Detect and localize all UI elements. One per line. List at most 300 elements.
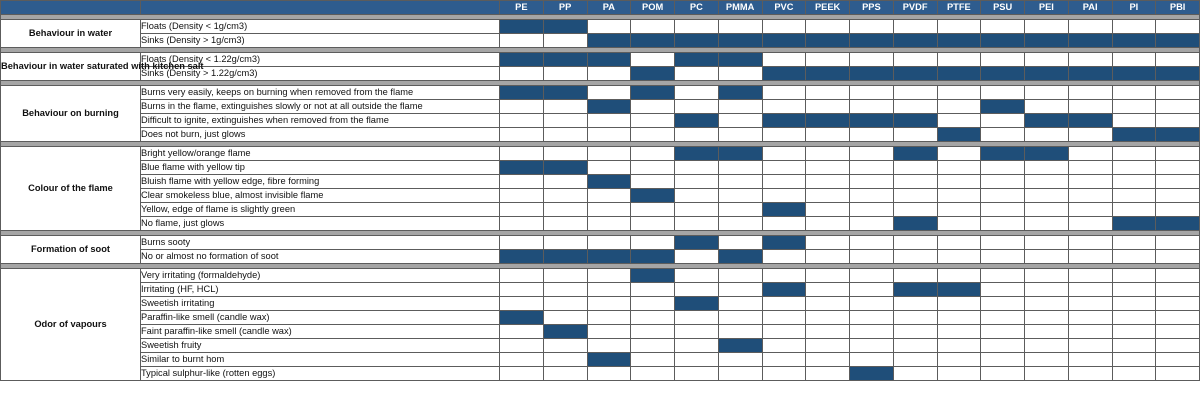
- cell-empty: [850, 203, 894, 217]
- cell-empty: [937, 367, 981, 381]
- cell-empty: [675, 100, 719, 114]
- cell-empty: [718, 311, 762, 325]
- cell-empty: [1068, 217, 1112, 231]
- cell-empty: [1068, 353, 1112, 367]
- cell-empty: [762, 297, 806, 311]
- cell-empty: [543, 269, 587, 283]
- cell-empty: [631, 353, 675, 367]
- cell-filled: [675, 236, 719, 250]
- cell-filled: [718, 53, 762, 67]
- category-label: Behaviour in water: [1, 20, 141, 48]
- table-row: [1, 114, 1200, 128]
- cell-empty: [981, 297, 1025, 311]
- cell-empty: [500, 339, 544, 353]
- cell-empty: [850, 100, 894, 114]
- cell-empty: [1068, 189, 1112, 203]
- cell-empty: [893, 128, 937, 142]
- cell-empty: [893, 339, 937, 353]
- cell-empty: [1068, 20, 1112, 34]
- cell-empty: [1068, 236, 1112, 250]
- cell-empty: [1025, 283, 1069, 297]
- cell-empty: [1025, 189, 1069, 203]
- cell-filled: [937, 283, 981, 297]
- cell-filled: [762, 236, 806, 250]
- cell-empty: [543, 114, 587, 128]
- polymer-header: PVDF: [893, 1, 937, 15]
- cell-empty: [500, 67, 544, 81]
- cell-empty: [675, 367, 719, 381]
- cell-empty: [1112, 283, 1156, 297]
- cell-filled: [675, 297, 719, 311]
- cell-empty: [806, 311, 850, 325]
- table-row: [1, 311, 1200, 325]
- cell-empty: [981, 217, 1025, 231]
- cell-empty: [893, 297, 937, 311]
- cell-empty: [850, 297, 894, 311]
- cell-empty: [1025, 53, 1069, 67]
- cell-empty: [762, 311, 806, 325]
- cell-empty: [1112, 353, 1156, 367]
- cell-empty: [850, 128, 894, 142]
- cell-empty: [631, 217, 675, 231]
- cell-empty: [718, 353, 762, 367]
- table-row: [1, 297, 1200, 311]
- cell-empty: [587, 367, 631, 381]
- cell-empty: [1025, 128, 1069, 142]
- category-label: Colour of the flame: [1, 147, 141, 231]
- table-row: [1, 128, 1200, 142]
- cell-filled: [500, 311, 544, 325]
- table-row: [1, 86, 1200, 100]
- cell-empty: [543, 297, 587, 311]
- cell-empty: [893, 189, 937, 203]
- cell-filled: [543, 325, 587, 339]
- table-row: [1, 325, 1200, 339]
- cell-empty: [1156, 339, 1200, 353]
- polymer-header: PEEK: [806, 1, 850, 15]
- cell-filled: [543, 250, 587, 264]
- cell-filled: [850, 114, 894, 128]
- cell-empty: [981, 311, 1025, 325]
- cell-empty: [981, 236, 1025, 250]
- cell-filled: [500, 161, 544, 175]
- cell-empty: [850, 339, 894, 353]
- cell-empty: [500, 203, 544, 217]
- cell-empty: [631, 147, 675, 161]
- cell-empty: [937, 297, 981, 311]
- cell-empty: [631, 297, 675, 311]
- polymer-header: PP: [543, 1, 587, 15]
- cell-empty: [631, 128, 675, 142]
- cell-empty: [587, 86, 631, 100]
- cell-filled: [1156, 217, 1200, 231]
- cell-empty: [762, 53, 806, 67]
- cell-filled: [631, 86, 675, 100]
- cell-empty: [981, 353, 1025, 367]
- cell-empty: [1068, 147, 1112, 161]
- cell-empty: [1068, 53, 1112, 67]
- cell-filled: [631, 250, 675, 264]
- cell-empty: [1025, 100, 1069, 114]
- polymer-header: PEI: [1025, 1, 1069, 15]
- cell-filled: [937, 128, 981, 142]
- cell-empty: [806, 189, 850, 203]
- cell-empty: [587, 114, 631, 128]
- cell-empty: [937, 203, 981, 217]
- cell-empty: [718, 20, 762, 34]
- cell-empty: [981, 203, 1025, 217]
- cell-empty: [631, 325, 675, 339]
- cell-filled: [981, 147, 1025, 161]
- cell-empty: [893, 20, 937, 34]
- cell-empty: [762, 250, 806, 264]
- cell-filled: [675, 34, 719, 48]
- cell-empty: [675, 311, 719, 325]
- cell-empty: [1156, 325, 1200, 339]
- cell-empty: [1112, 250, 1156, 264]
- cell-empty: [893, 250, 937, 264]
- cell-filled: [1156, 34, 1200, 48]
- cell-empty: [1025, 353, 1069, 367]
- cell-empty: [543, 367, 587, 381]
- cell-empty: [1156, 86, 1200, 100]
- cell-empty: [937, 53, 981, 67]
- cell-empty: [543, 175, 587, 189]
- cell-empty: [1112, 311, 1156, 325]
- cell-empty: [1156, 250, 1200, 264]
- cell-empty: [981, 367, 1025, 381]
- cell-filled: [718, 339, 762, 353]
- polymer-header: PVC: [762, 1, 806, 15]
- cell-empty: [718, 128, 762, 142]
- cell-empty: [718, 100, 762, 114]
- cell-filled: [587, 53, 631, 67]
- cell-empty: [937, 20, 981, 34]
- cell-filled: [1068, 34, 1112, 48]
- cell-empty: [850, 353, 894, 367]
- cell-empty: [981, 20, 1025, 34]
- cell-filled: [1112, 128, 1156, 142]
- cell-empty: [1025, 311, 1069, 325]
- cell-empty: [675, 67, 719, 81]
- criterion-label: No or almost no formation of soot: [141, 250, 500, 264]
- polymer-header: PC: [675, 1, 719, 15]
- cell-filled: [1068, 114, 1112, 128]
- table-row: [1, 175, 1200, 189]
- cell-empty: [850, 269, 894, 283]
- cell-empty: [500, 297, 544, 311]
- cell-filled: [631, 269, 675, 283]
- cell-empty: [718, 269, 762, 283]
- cell-empty: [806, 53, 850, 67]
- cell-empty: [762, 367, 806, 381]
- cell-empty: [850, 161, 894, 175]
- cell-empty: [718, 161, 762, 175]
- cell-empty: [1068, 250, 1112, 264]
- table-row: [1, 236, 1200, 250]
- cell-empty: [1156, 203, 1200, 217]
- cell-empty: [762, 175, 806, 189]
- table-row: [1, 34, 1200, 48]
- criterion-label: Sinks (Density > 1.22g/cm3): [141, 67, 500, 81]
- cell-empty: [718, 189, 762, 203]
- cell-empty: [1156, 100, 1200, 114]
- cell-empty: [893, 100, 937, 114]
- cell-filled: [543, 86, 587, 100]
- cell-empty: [981, 269, 1025, 283]
- cell-empty: [937, 147, 981, 161]
- cell-empty: [850, 53, 894, 67]
- criterion-label: Burns very easily, keeps on burning when removed from the flame: [141, 86, 500, 100]
- cell-empty: [981, 250, 1025, 264]
- criterion-label: Sweetish fruity: [141, 339, 500, 353]
- cell-empty: [1068, 283, 1112, 297]
- cell-empty: [631, 311, 675, 325]
- cell-empty: [500, 217, 544, 231]
- cell-empty: [762, 217, 806, 231]
- cell-filled: [850, 367, 894, 381]
- cell-empty: [806, 297, 850, 311]
- cell-empty: [718, 217, 762, 231]
- cell-filled: [762, 114, 806, 128]
- cell-empty: [1112, 367, 1156, 381]
- criterion-label: Sinks (Density > 1g/cm3): [141, 34, 500, 48]
- cell-empty: [981, 128, 1025, 142]
- cell-empty: [500, 114, 544, 128]
- cell-empty: [937, 311, 981, 325]
- cell-empty: [937, 269, 981, 283]
- cell-filled: [587, 353, 631, 367]
- cell-empty: [937, 189, 981, 203]
- polymer-header: PMMA: [718, 1, 762, 15]
- cell-empty: [1068, 175, 1112, 189]
- cell-empty: [981, 86, 1025, 100]
- cell-empty: [893, 175, 937, 189]
- cell-empty: [806, 325, 850, 339]
- table-row: [1, 217, 1200, 231]
- table-row: [1, 189, 1200, 203]
- cell-empty: [893, 325, 937, 339]
- polymer-header: PA: [587, 1, 631, 15]
- cell-empty: [675, 189, 719, 203]
- cell-empty: [1156, 283, 1200, 297]
- cell-filled: [1025, 34, 1069, 48]
- cell-empty: [893, 161, 937, 175]
- cell-filled: [631, 189, 675, 203]
- criterion-label: Burns in the flame, extinguishes slowly or not at all outside the flame: [141, 100, 500, 114]
- criterion-label: Floats (Density < 1g/cm3): [141, 20, 500, 34]
- criterion-label: Yellow, edge of flame is slightly green: [141, 203, 500, 217]
- cell-empty: [1156, 147, 1200, 161]
- cell-empty: [762, 128, 806, 142]
- cell-filled: [587, 100, 631, 114]
- cell-empty: [981, 161, 1025, 175]
- cell-filled: [806, 114, 850, 128]
- cell-filled: [718, 147, 762, 161]
- cell-empty: [806, 20, 850, 34]
- cell-empty: [1112, 175, 1156, 189]
- cell-empty: [893, 53, 937, 67]
- cell-filled: [543, 161, 587, 175]
- cell-empty: [762, 100, 806, 114]
- cell-empty: [762, 269, 806, 283]
- cell-empty: [850, 20, 894, 34]
- cell-filled: [587, 250, 631, 264]
- cell-empty: [718, 283, 762, 297]
- cell-empty: [587, 325, 631, 339]
- cell-empty: [762, 189, 806, 203]
- cell-empty: [675, 325, 719, 339]
- cell-filled: [893, 114, 937, 128]
- cell-empty: [893, 86, 937, 100]
- cell-empty: [1025, 175, 1069, 189]
- cell-empty: [587, 339, 631, 353]
- cell-empty: [587, 297, 631, 311]
- polymer-header: PSU: [981, 1, 1025, 15]
- cell-empty: [1025, 236, 1069, 250]
- cell-empty: [543, 147, 587, 161]
- cell-empty: [718, 175, 762, 189]
- cell-empty: [543, 353, 587, 367]
- cell-empty: [1112, 53, 1156, 67]
- cell-empty: [1156, 114, 1200, 128]
- cell-empty: [1112, 189, 1156, 203]
- cell-empty: [631, 161, 675, 175]
- cell-empty: [543, 203, 587, 217]
- cell-filled: [937, 67, 981, 81]
- cell-empty: [850, 250, 894, 264]
- cell-empty: [1068, 297, 1112, 311]
- cell-empty: [500, 147, 544, 161]
- criterion-label: Very irritating (formaldehyde): [141, 269, 500, 283]
- cell-filled: [675, 53, 719, 67]
- cell-empty: [850, 325, 894, 339]
- cell-empty: [587, 311, 631, 325]
- cell-filled: [937, 34, 981, 48]
- table-row: [1, 353, 1200, 367]
- cell-empty: [1156, 53, 1200, 67]
- cell-empty: [1025, 250, 1069, 264]
- cell-empty: [1156, 269, 1200, 283]
- cell-filled: [893, 147, 937, 161]
- cell-empty: [675, 339, 719, 353]
- cell-empty: [1025, 203, 1069, 217]
- cell-empty: [937, 175, 981, 189]
- cell-empty: [500, 100, 544, 114]
- cell-empty: [1068, 269, 1112, 283]
- cell-empty: [937, 161, 981, 175]
- cell-empty: [981, 283, 1025, 297]
- cell-filled: [762, 34, 806, 48]
- criterion-label: Sweetish irritating: [141, 297, 500, 311]
- cell-filled: [806, 34, 850, 48]
- cell-filled: [1025, 147, 1069, 161]
- criterion-label: Bluish flame with yellow edge, fibre forming: [141, 175, 500, 189]
- polymer-header: POM: [631, 1, 675, 15]
- table-row: [1, 67, 1200, 81]
- cell-empty: [981, 114, 1025, 128]
- cell-filled: [893, 217, 937, 231]
- cell-empty: [1112, 86, 1156, 100]
- cell-filled: [893, 283, 937, 297]
- cell-empty: [806, 100, 850, 114]
- cell-empty: [500, 236, 544, 250]
- table-row: [1, 20, 1200, 34]
- cell-empty: [675, 175, 719, 189]
- cell-empty: [806, 175, 850, 189]
- cell-empty: [893, 353, 937, 367]
- cell-empty: [937, 236, 981, 250]
- cell-empty: [500, 128, 544, 142]
- cell-filled: [587, 34, 631, 48]
- polymer-header: PI: [1112, 1, 1156, 15]
- cell-filled: [500, 20, 544, 34]
- table-row: [1, 161, 1200, 175]
- cell-empty: [1025, 339, 1069, 353]
- cell-filled: [981, 100, 1025, 114]
- cell-empty: [1025, 161, 1069, 175]
- cell-empty: [1112, 339, 1156, 353]
- cell-empty: [675, 217, 719, 231]
- cell-empty: [1068, 203, 1112, 217]
- cell-filled: [981, 34, 1025, 48]
- cell-empty: [850, 311, 894, 325]
- cell-empty: [937, 100, 981, 114]
- cell-empty: [1068, 339, 1112, 353]
- cell-empty: [587, 203, 631, 217]
- cell-empty: [1068, 86, 1112, 100]
- cell-empty: [850, 147, 894, 161]
- cell-empty: [587, 161, 631, 175]
- cell-filled: [631, 34, 675, 48]
- criterion-label: Faint paraffin-like smell (candle wax): [141, 325, 500, 339]
- cell-empty: [500, 325, 544, 339]
- cell-empty: [675, 20, 719, 34]
- cell-empty: [762, 86, 806, 100]
- cell-empty: [718, 367, 762, 381]
- cell-empty: [718, 203, 762, 217]
- cell-empty: [1156, 161, 1200, 175]
- cell-empty: [981, 189, 1025, 203]
- cell-empty: [500, 353, 544, 367]
- polymer-header: PTFE: [937, 1, 981, 15]
- cell-empty: [1068, 128, 1112, 142]
- cell-empty: [675, 250, 719, 264]
- cell-empty: [1112, 161, 1156, 175]
- cell-empty: [631, 367, 675, 381]
- cell-filled: [1156, 128, 1200, 142]
- cell-empty: [937, 86, 981, 100]
- cell-filled: [1025, 67, 1069, 81]
- cell-empty: [893, 269, 937, 283]
- cell-empty: [718, 236, 762, 250]
- category-label: Formation of soot: [1, 236, 141, 264]
- cell-empty: [937, 114, 981, 128]
- cell-empty: [500, 34, 544, 48]
- cell-empty: [850, 283, 894, 297]
- cell-empty: [893, 367, 937, 381]
- cell-filled: [981, 67, 1025, 81]
- cell-empty: [850, 86, 894, 100]
- cell-empty: [631, 20, 675, 34]
- cell-empty: [806, 367, 850, 381]
- cell-empty: [1112, 114, 1156, 128]
- table-row: [1, 367, 1200, 381]
- cell-filled: [893, 67, 937, 81]
- cell-empty: [500, 269, 544, 283]
- polymer-header: PBI: [1156, 1, 1200, 15]
- cell-filled: [850, 34, 894, 48]
